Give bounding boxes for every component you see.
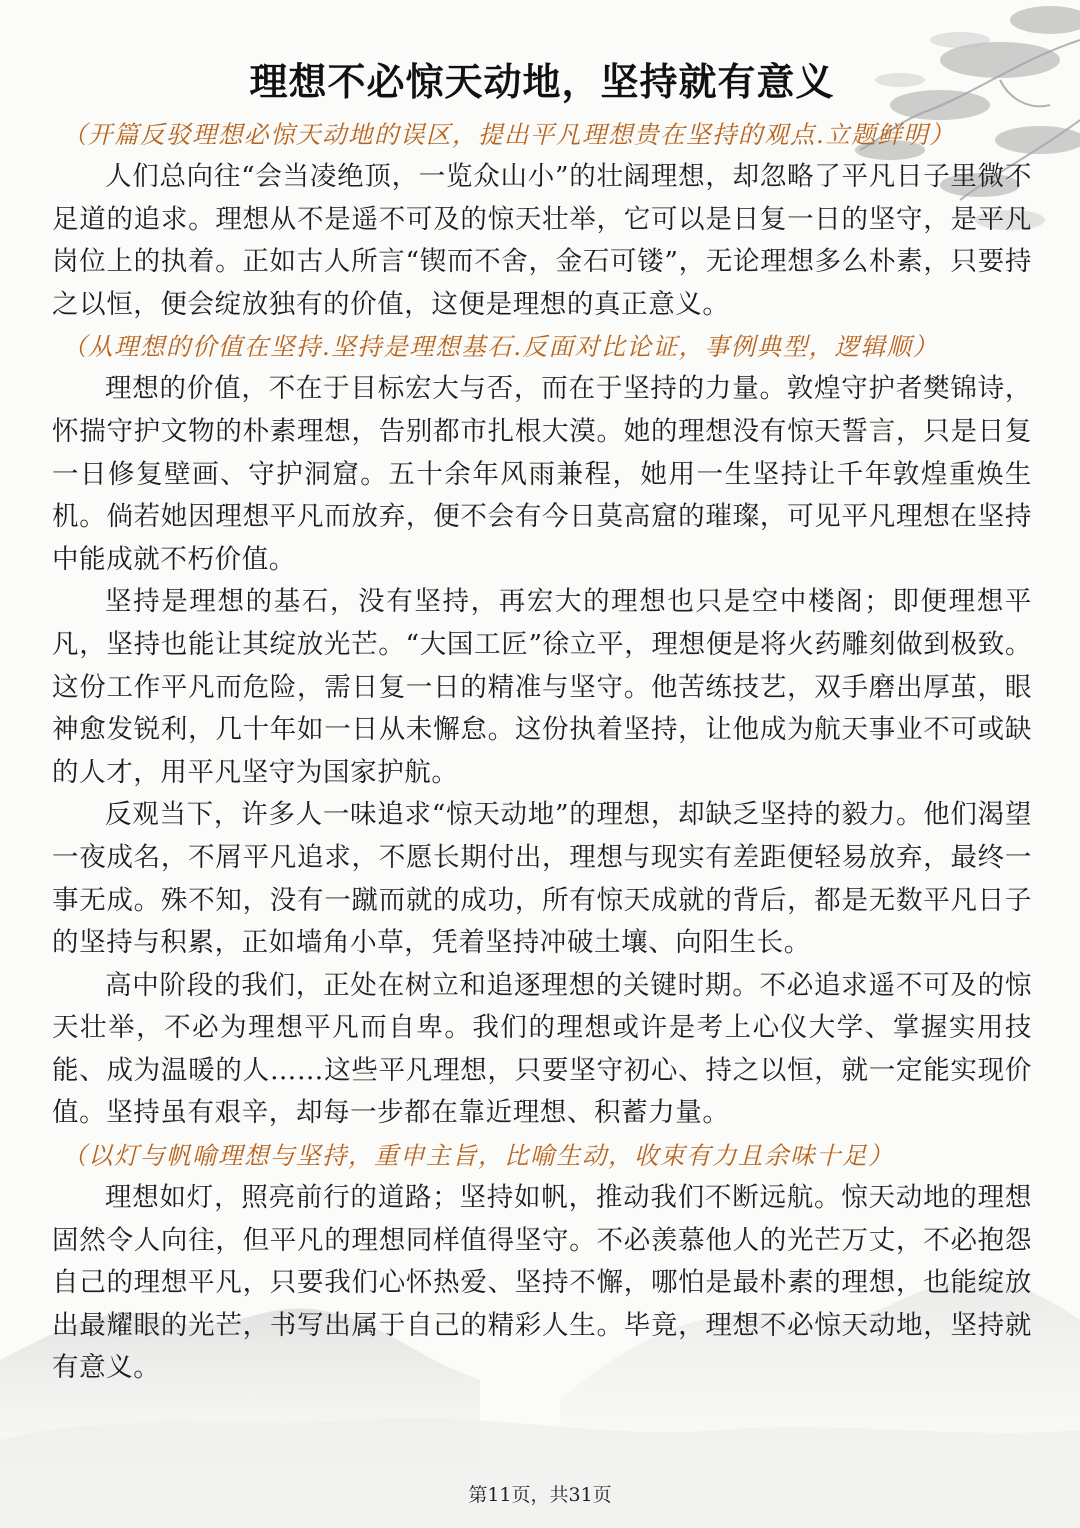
article-body (52, 52, 1032, 1390)
paragraph: 理想如灯，照亮前行的道路；坚持如帆，推动我们不断远航。惊天动地的理想固然令人向往，但平凡的理想同样值得坚守。不必羡慕他人的光芒万丈，不必抱怨自己的理想平凡，只要我们心怀热爱、坚持不懈，哪怕是最朴素的理想，也能绽放出最耀眼的光芒，书写出属于自己的精彩人生。毕竟，理想不必惊天动地，坚持就有意义。 (52, 1182, 1032, 1384)
annotation-comment: （开篇反驳理想必惊天动地的误区，提出平凡理想贵在坚持的观点.立题鲜明） (62, 120, 956, 149)
paragraph: 反观当下，许多人一味追求“惊天动地”的理想，却缺乏坚持的毅力。他们渴望一夜成名，不屑平凡追求，不愿长期付出，理想与现实有差距便轻易放弃，最终一事无成。殊不知，没有一蹴而就的成功，所有惊天成就的背后，都是无数平凡日子的坚持与积累，正如墙角小草，凭着坚持冲破土壤、向阳生长。 (52, 799, 1032, 959)
paragraph: 人们总向往“会当凌绝顶，一览众山小”的壮阔理想，却忽略了平凡日子里微不足道的追求。理想从不是遥不可及的惊天壮举，它可以是日复一日的坚守，是平凡岗位上的执着。正如古人所言“锲而不舍，金石可镂”，无论理想多么朴素，只要持之以恒，便会绽放独有的价值，这便是理想的真正意义。 (52, 161, 1032, 320)
mountain-silhouette (0, 1418, 1080, 1528)
annotation-comment: （以灯与帆喻理想与坚持，重申主旨，比喻生动，收束有力且余味十足） (62, 1141, 894, 1171)
article-title: 理想不必惊天动地，坚持就有意义 (249, 60, 835, 104)
paragraph: 高中阶段的我们，正处在树立和追逐理想的关键时期。不必追求遥不可及的惊天壮举，不必为理想平凡而自卑。我们的理想或许是考上心仪大学、掌握实用技能、成为温暖的人……这些平凡理想，只要坚守初心、持之以恒，就一定能实现价值。坚持虽有艰辛，却每一步都在靠近理想、积蓄力量。 (52, 969, 1032, 1129)
page-number: 第11页，共31页 (468, 1484, 612, 1506)
annotation-comment: （从理想的价值在坚持.坚持是理想基石.反面对比论证，事例典型，逻辑顺） (62, 332, 939, 362)
paragraph: 坚持是理想的基石，没有坚持，再宏大的理想也只是空中楼阁；即便理想平凡，坚持也能让其绽放光芒。“大国工匠”徐立平，理想便是将火药雕刻做到极致。这份工作平凡而危险，需日复一日的精准与坚守。他苦练技艺，双手磨出厚茧，眼神愈发锐利，几十年如一日从未懈怠。这份执着坚持，让他成为航天事业不可或缺的人才，用平凡坚守为国家护航。 (52, 586, 1032, 788)
paragraph: 理想的价值，不在于目标宏大与否，而在于坚持的力量。敦煌守护者樊锦诗，怀揣守护文物的朴素理想，告别都市扎根大漠。她的理想没有惊天誓言，只是日复一日修复壁画、守护洞窟。五十余年风雨兼程，她用一生坚持让千年敦煌重焕生机。倘若她因理想平凡而放弃，便不会有今日莫高窟的璀璨，可见平凡理想在坚持中能成就不朽价值。 (52, 373, 1032, 575)
